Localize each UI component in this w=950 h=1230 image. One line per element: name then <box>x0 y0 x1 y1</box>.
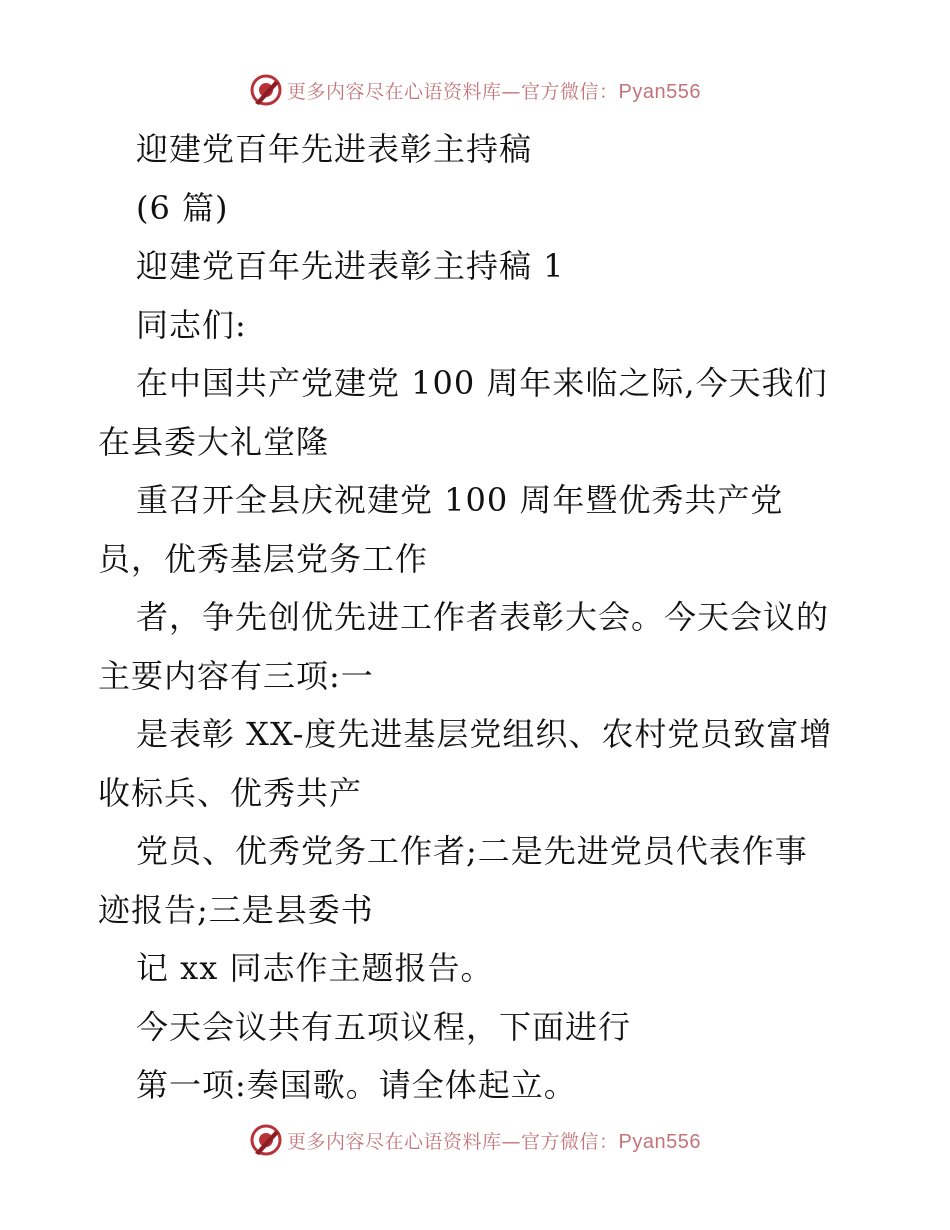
paragraph-line: 者，争先创优先进工作者表彰大会。今天会议的 <box>136 598 830 636</box>
salutation: 同志们: <box>136 305 247 344</box>
paragraph-line: 主要内容有三项:一 <box>98 656 374 695</box>
document-title: 迎建党百年先进表彰主持稿 <box>136 130 533 168</box>
paragraph-line: 迹报告;三是县委书 <box>98 890 374 929</box>
paragraph-line: 员，优秀基层党务工作 <box>98 539 429 578</box>
watermark-wechat-label: 官方微信： <box>521 80 619 103</box>
paragraph-line: 重召开全县庆祝建党 100 周年暨优秀共产党 <box>136 481 784 519</box>
document-subtitle: (6 篇) <box>136 188 229 227</box>
paragraph-line: 是表彰 XX-度先进基层党组织、农村党员致富增 <box>136 715 833 753</box>
section-heading: 迎建党百年先进表彰主持稿 1 <box>136 247 565 285</box>
watermark-dash: — <box>501 80 522 103</box>
pen-logo-icon <box>249 73 283 107</box>
header-watermark-banner <box>0 70 950 110</box>
paragraph-line: 党员、优秀党务工作者;二是先进党员代表作事 <box>136 832 808 870</box>
watermark-text <box>287 77 701 104</box>
watermark-text <box>287 1127 701 1154</box>
pen-logo-icon <box>249 1123 283 1157</box>
paragraph-line: 收标兵、优秀共产 <box>98 773 363 812</box>
paragraph-line: 在县委大礼堂隆 <box>98 422 330 461</box>
paragraph-line: 在中国共产党建党 100 周年来临之际,今天我们 <box>136 364 828 402</box>
watermark-wechat-label: 官方微信： <box>521 1130 619 1153</box>
document-body <box>98 120 858 1115</box>
watermark-dash: — <box>501 1130 522 1153</box>
paragraph-line: 第一项:奏国歌。请全体起立。 <box>136 1066 577 1104</box>
watermark-prefix: 更多内容尽在心语资料库 <box>287 1130 502 1153</box>
footer-watermark-banner <box>0 1120 950 1160</box>
watermark-wechat-id: Pyan556 <box>618 80 701 103</box>
paragraph-line: 今天会议共有五项议程，下面进行 <box>136 1007 632 1046</box>
paragraph-line: 记 xx 同志作主题报告。 <box>136 949 494 987</box>
watermark-prefix: 更多内容尽在心语资料库 <box>287 80 502 103</box>
watermark-wechat-id: Pyan556 <box>618 1130 701 1153</box>
